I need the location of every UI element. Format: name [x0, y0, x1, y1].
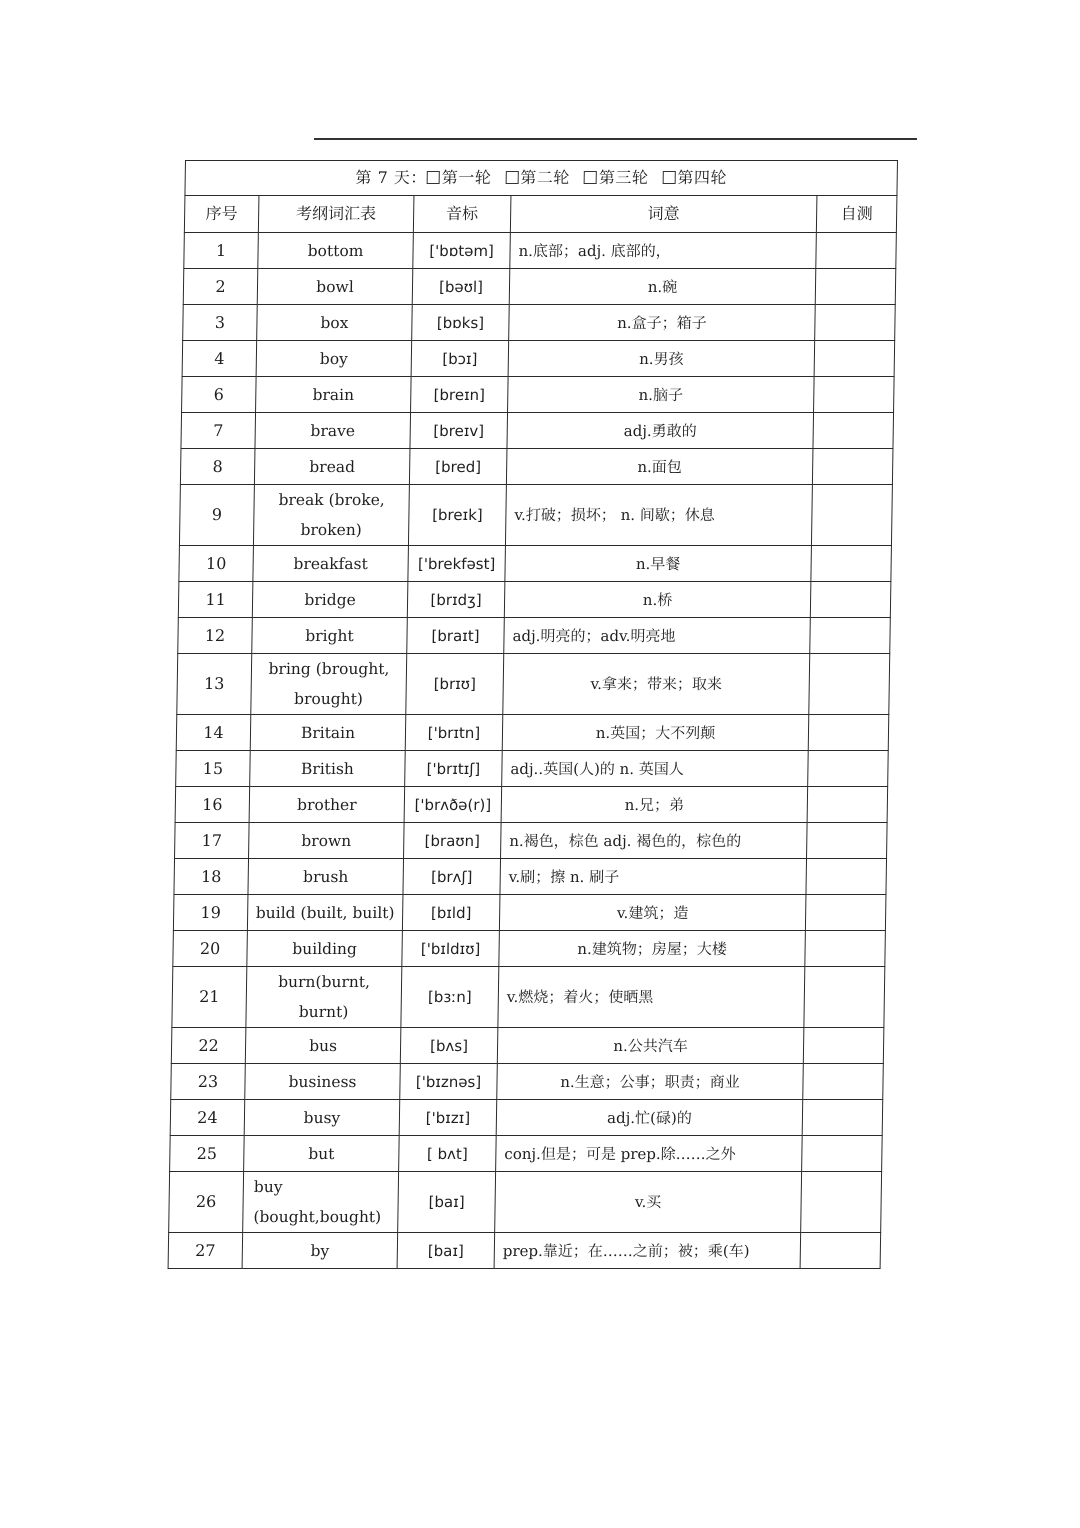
row-pronunciation: [bɔɪ] — [411, 341, 509, 377]
table-row — [178, 582, 891, 618]
row-number: 18 — [174, 859, 249, 895]
row-pronunciation: [baɪ] — [397, 1233, 495, 1269]
row-self-test[interactable] — [807, 787, 888, 823]
row-pronunciation: [bʌs] — [400, 1028, 498, 1064]
row-pronunciation: [baɪ] — [398, 1172, 496, 1233]
row-self-test[interactable] — [803, 1028, 884, 1064]
row-number: 26 — [169, 1172, 244, 1233]
vocabulary-table — [168, 160, 898, 1269]
table-row — [180, 449, 893, 485]
table-row — [182, 377, 895, 413]
row-meaning: prep.靠近；在……之前；被；乘(车) — [494, 1233, 801, 1269]
round-3-label: 第三轮 — [598, 168, 649, 187]
row-word: but — [244, 1136, 400, 1172]
row-word: buy (bought,bought) — [243, 1172, 399, 1233]
row-self-test[interactable] — [800, 1233, 881, 1269]
row-meaning: adj.勇敢的 — [507, 413, 814, 449]
row-number: 11 — [178, 582, 253, 618]
vocabulary-sheet — [168, 160, 897, 1269]
row-number: 13 — [177, 654, 252, 715]
row-self-test[interactable] — [808, 715, 889, 751]
row-self-test[interactable] — [810, 618, 891, 654]
row-number: 12 — [178, 618, 253, 654]
table-row — [172, 967, 885, 1028]
table-row — [170, 1136, 883, 1172]
row-word: bridge — [252, 582, 408, 618]
row-self-test[interactable] — [806, 859, 887, 895]
round-4-checkbox[interactable] — [662, 171, 675, 184]
row-word: box — [257, 305, 413, 341]
row-number: 9 — [179, 485, 254, 546]
row-pronunciation: [bəʊl] — [412, 269, 510, 305]
row-self-test[interactable] — [810, 582, 891, 618]
row-self-test[interactable] — [811, 485, 892, 546]
row-pronunciation: [bɜːn] — [401, 967, 499, 1028]
row-word: bread — [254, 449, 410, 485]
row-meaning: n.生意；公事；职责；商业 — [497, 1064, 804, 1100]
row-word: brush — [248, 859, 404, 895]
row-number: 25 — [170, 1136, 245, 1172]
table-row — [184, 233, 897, 269]
row-pronunciation: [ bʌt] — [399, 1136, 497, 1172]
row-number: 3 — [183, 305, 258, 341]
row-self-test[interactable] — [813, 413, 894, 449]
title-row — [185, 161, 898, 196]
table-row — [175, 823, 888, 859]
table-row — [175, 787, 888, 823]
round-1-checkbox[interactable] — [427, 171, 440, 184]
row-pronunciation: [bred] — [409, 449, 507, 485]
row-pronunciation: [brɪdʒ] — [407, 582, 505, 618]
row-self-test[interactable] — [812, 449, 893, 485]
row-number: 2 — [183, 269, 258, 305]
table-row — [173, 931, 886, 967]
row-word: British — [250, 751, 406, 787]
row-self-test[interactable] — [816, 233, 897, 269]
row-pronunciation: [brʌʃ] — [403, 859, 501, 895]
table-row — [177, 654, 890, 715]
row-meaning: n.桥 — [504, 582, 811, 618]
col-header-pronunciation: 音标 — [413, 196, 511, 233]
row-meaning: n.碗 — [509, 269, 816, 305]
row-self-test[interactable] — [814, 377, 895, 413]
row-pronunciation: ['brɪtn] — [405, 715, 503, 751]
row-pronunciation: [bɪld] — [402, 895, 500, 931]
row-meaning: adj.忙(碌)的 — [496, 1100, 803, 1136]
row-pronunciation: [braʊn] — [404, 823, 502, 859]
row-word: Britain — [250, 715, 406, 751]
row-self-test[interactable] — [803, 1064, 884, 1100]
row-self-test[interactable] — [815, 305, 896, 341]
table-row — [178, 618, 891, 654]
row-number: 21 — [172, 967, 247, 1028]
row-number: 4 — [182, 341, 257, 377]
row-word: building — [247, 931, 403, 967]
row-pronunciation: [breɪv] — [410, 413, 508, 449]
row-word: busy — [244, 1100, 400, 1136]
row-word: bowl — [257, 269, 413, 305]
row-pronunciation: ['brʌðə(r)] — [404, 787, 502, 823]
row-number: 1 — [184, 233, 259, 269]
row-self-test[interactable] — [802, 1136, 883, 1172]
row-word: build (built, built) — [247, 895, 403, 931]
row-meaning: v.拿来；带来；取来 — [503, 654, 810, 715]
row-number: 14 — [176, 715, 251, 751]
row-self-test[interactable] — [811, 546, 892, 582]
col-header-number: 序号 — [184, 196, 259, 233]
row-self-test[interactable] — [809, 654, 890, 715]
round-1-label: 第一轮 — [441, 168, 492, 187]
table-row — [176, 751, 889, 787]
row-number: 6 — [182, 377, 257, 413]
row-word: by — [242, 1233, 398, 1269]
top-rule — [314, 138, 917, 140]
row-meaning: n.底部；adj. 底部的， — [510, 233, 817, 269]
row-meaning: v.刷；擦 n. 刷子 — [500, 859, 807, 895]
row-meaning: v.建筑；造 — [499, 895, 806, 931]
row-number: 8 — [180, 449, 255, 485]
row-word: bright — [252, 618, 408, 654]
row-self-test[interactable] — [808, 751, 889, 787]
row-number: 7 — [181, 413, 256, 449]
table-row — [171, 1064, 884, 1100]
row-word: bottom — [258, 233, 414, 269]
row-self-test[interactable] — [801, 1172, 882, 1233]
row-meaning: n.公共汽车 — [497, 1028, 804, 1064]
table-row — [181, 413, 894, 449]
row-number: 20 — [173, 931, 248, 967]
table-row — [173, 895, 886, 931]
row-self-test[interactable] — [815, 269, 896, 305]
row-meaning: n.男孩 — [508, 341, 815, 377]
row-number: 16 — [175, 787, 250, 823]
day-label: 第 7 天： — [355, 168, 428, 187]
row-meaning: n.褐色，棕色 adj. 褐色的，棕色的 — [501, 823, 808, 859]
row-number: 23 — [171, 1064, 246, 1100]
row-meaning: n.早餐 — [505, 546, 812, 582]
day-header — [185, 161, 898, 196]
row-pronunciation: ['bɪldɪʊ] — [402, 931, 500, 967]
round-3-checkbox[interactable] — [584, 171, 597, 184]
col-header-word: 考纲词汇表 — [258, 196, 414, 233]
row-meaning: v.打破；损坏； n. 间歇；休息 — [505, 485, 812, 546]
row-self-test[interactable] — [804, 967, 885, 1028]
row-meaning: n.盒子；箱子 — [509, 305, 816, 341]
row-word: brother — [249, 787, 405, 823]
table-row — [176, 715, 889, 751]
row-self-test[interactable] — [805, 931, 886, 967]
row-self-test[interactable] — [805, 895, 886, 931]
table-row — [168, 1233, 881, 1269]
row-word: brain — [256, 377, 412, 413]
table-row — [179, 485, 892, 546]
row-meaning: v.买 — [495, 1172, 802, 1233]
header-row — [184, 196, 897, 233]
table-body — [168, 233, 896, 1269]
row-meaning: n.面包 — [506, 449, 813, 485]
row-word: burn(burnt, burnt) — [246, 967, 402, 1028]
table-row — [169, 1172, 882, 1233]
col-header-meaning: 词意 — [510, 196, 817, 233]
row-number: 17 — [175, 823, 250, 859]
row-meaning: n.兄；弟 — [501, 787, 808, 823]
row-number: 15 — [176, 751, 251, 787]
row-number: 24 — [170, 1100, 245, 1136]
table-row — [174, 859, 887, 895]
row-pronunciation: [brɪʊ] — [406, 654, 504, 715]
row-self-test[interactable] — [814, 341, 895, 377]
row-number: 22 — [171, 1028, 246, 1064]
row-meaning: n.英国；大不列颠 — [502, 715, 809, 751]
table-row — [179, 546, 892, 582]
row-number: 19 — [173, 895, 248, 931]
row-pronunciation: ['brɪtɪʃ] — [405, 751, 503, 787]
row-pronunciation: [breɪk] — [408, 485, 506, 546]
row-pronunciation: ['bɪznəs] — [400, 1064, 498, 1100]
row-number: 10 — [179, 546, 254, 582]
table-row — [171, 1028, 884, 1064]
row-pronunciation: [braɪt] — [407, 618, 505, 654]
row-self-test[interactable] — [807, 823, 888, 859]
row-word: business — [245, 1064, 401, 1100]
table-row — [183, 269, 896, 305]
col-header-self-test: 自测 — [816, 196, 897, 233]
row-pronunciation: ['bɒtəm] — [413, 233, 511, 269]
row-meaning: v.燃烧；着火；使晒黑 — [498, 967, 805, 1028]
row-word: bus — [245, 1028, 401, 1064]
row-meaning: n.建筑物；房屋；大楼 — [499, 931, 806, 967]
row-word: bring (brought, brought) — [251, 654, 407, 715]
row-pronunciation: ['brekfəst] — [408, 546, 506, 582]
round-2-checkbox[interactable] — [505, 171, 518, 184]
row-number: 27 — [168, 1233, 243, 1269]
row-self-test[interactable] — [802, 1100, 883, 1136]
round-4-label: 第四轮 — [677, 168, 728, 187]
round-2-label: 第二轮 — [520, 168, 571, 187]
row-pronunciation: [breɪn] — [411, 377, 509, 413]
row-pronunciation: ['bɪzɪ] — [399, 1100, 497, 1136]
table-row — [170, 1100, 883, 1136]
table-row — [183, 305, 896, 341]
row-word: break (broke, broken) — [253, 485, 409, 546]
row-word: brave — [255, 413, 411, 449]
row-word: breakfast — [253, 546, 409, 582]
row-meaning: adj.明亮的；adv.明亮地 — [504, 618, 811, 654]
row-meaning: adj..英国(人)的 n. 英国人 — [502, 751, 809, 787]
row-word: brown — [249, 823, 405, 859]
row-meaning: n.脑子 — [508, 377, 815, 413]
row-pronunciation: [bɒks] — [412, 305, 510, 341]
row-meaning: conj.但是；可是 prep.除……之外 — [496, 1136, 803, 1172]
table-row — [182, 341, 895, 377]
row-word: boy — [256, 341, 412, 377]
